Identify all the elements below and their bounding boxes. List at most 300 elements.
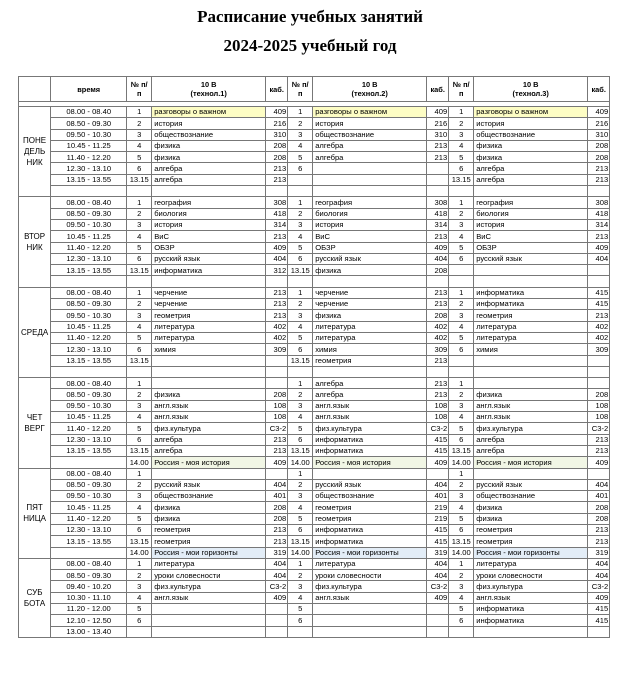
subject-cell (152, 378, 266, 389)
day-name: СРЕДА (19, 287, 51, 377)
room-cell: 418 (427, 208, 449, 219)
room-cell: 404 (266, 253, 288, 264)
subject-cell: русский язык (313, 253, 427, 264)
subject-cell: история (313, 219, 427, 230)
subject-cell: ВиС (313, 231, 427, 242)
room-cell: 409 (266, 457, 288, 468)
room-cell: 208 (266, 140, 288, 151)
subject-cell: алгебра (152, 174, 266, 185)
lesson-num: 5 (127, 332, 152, 343)
lesson-num: 4 (449, 140, 474, 151)
lesson-num: 6 (449, 344, 474, 355)
subject-cell (474, 265, 588, 276)
room-cell: 213 (588, 524, 610, 535)
room-cell (266, 626, 288, 637)
room-cell: 213 (266, 287, 288, 298)
time-cell (51, 366, 127, 377)
room-cell (266, 468, 288, 479)
schedule-body (19, 102, 610, 638)
subject-cell: Россия - мои горизонты (313, 547, 427, 558)
room-cell: С3-2 (427, 581, 449, 592)
subject-cell: физ.культура (152, 581, 266, 592)
room-cell: 219 (427, 513, 449, 524)
lesson-num: 2 (288, 389, 313, 400)
lesson-num: 2 (449, 118, 474, 129)
table-row (19, 378, 610, 389)
subject-cell (152, 366, 266, 377)
room-cell: 308 (266, 197, 288, 208)
lesson-num: 14.00 (288, 457, 313, 468)
room-cell: 208 (427, 265, 449, 276)
room-cell: 415 (427, 445, 449, 456)
lesson-num: 3 (127, 581, 152, 592)
lesson-num: 5 (288, 604, 313, 615)
time-cell: 13.00 - 13.40 (51, 626, 127, 637)
subject-cell: физика (313, 265, 427, 276)
lesson-num: 5 (127, 423, 152, 434)
lesson-num: 4 (288, 412, 313, 423)
subject-cell (474, 276, 588, 287)
room-cell: 213 (266, 310, 288, 321)
room-cell (266, 378, 288, 389)
lesson-num: 1 (288, 197, 313, 208)
lesson-num: 14.00 (449, 457, 474, 468)
room-cell: С3-2 (588, 423, 610, 434)
time-cell: 10.45 - 11.25 (51, 140, 127, 151)
subject-cell (152, 186, 266, 197)
day-name: СУБ БОТА (19, 558, 51, 637)
room-cell: 310 (266, 129, 288, 140)
time-cell: 11.40 - 12.20 (51, 332, 127, 343)
header-num: № п/п (288, 77, 313, 102)
room-cell (266, 366, 288, 377)
room-cell: 208 (266, 152, 288, 163)
subject-cell: биология (152, 208, 266, 219)
header-room: каб. (588, 77, 610, 102)
subject-cell: литература (152, 558, 266, 569)
subject-cell: обществознание (313, 129, 427, 140)
subject-cell: химия (152, 344, 266, 355)
subject-cell: физика (152, 502, 266, 513)
time-cell (51, 276, 127, 287)
room-cell: 213 (427, 231, 449, 242)
subject-cell: черчение (152, 299, 266, 310)
room-cell: 108 (427, 412, 449, 423)
room-cell: 213 (266, 231, 288, 242)
lesson-num: 1 (288, 107, 313, 118)
subject-cell (474, 468, 588, 479)
header-room: каб. (266, 77, 288, 102)
lesson-num: 5 (449, 604, 474, 615)
lesson-num (288, 366, 313, 377)
subject-cell (152, 276, 266, 287)
room-cell: 402 (427, 321, 449, 332)
lesson-num: 5 (127, 513, 152, 524)
room-cell (427, 468, 449, 479)
table-row (19, 174, 610, 185)
subject-cell: алгебра (313, 152, 427, 163)
table-row (19, 107, 610, 118)
room-cell: 213 (266, 163, 288, 174)
table-row (19, 332, 610, 343)
room-cell: 401 (427, 491, 449, 502)
time-cell: 10.45 - 11.25 (51, 231, 127, 242)
subject-cell: физ.культура (313, 581, 427, 592)
room-cell: 404 (266, 479, 288, 490)
lesson-num: 4 (288, 321, 313, 332)
room-cell: 404 (588, 253, 610, 264)
lesson-num: 3 (127, 491, 152, 502)
subject-cell: биология (313, 208, 427, 219)
lesson-num: 6 (449, 615, 474, 626)
lesson-num: 1 (127, 287, 152, 298)
room-cell: 409 (266, 242, 288, 253)
lesson-num: 1 (449, 197, 474, 208)
table-row (19, 287, 610, 298)
lesson-num (127, 186, 152, 197)
table-row (19, 197, 610, 208)
lesson-num: 3 (449, 129, 474, 140)
lesson-num: 1 (449, 468, 474, 479)
subject-cell (313, 163, 427, 174)
room-cell: 404 (588, 479, 610, 490)
room-cell: 402 (427, 332, 449, 343)
lesson-num: 4 (127, 502, 152, 513)
room-cell: 404 (266, 558, 288, 569)
lesson-num: 3 (449, 400, 474, 411)
room-cell: 213 (588, 445, 610, 456)
room-cell: 308 (427, 197, 449, 208)
lesson-num: 5 (288, 513, 313, 524)
subject-cell: география (152, 197, 266, 208)
table-row (19, 163, 610, 174)
day-name: ЧЕТ ВЕРГ (19, 378, 51, 468)
subject-cell: алгебра (313, 389, 427, 400)
room-cell: 309 (588, 344, 610, 355)
room-cell: 309 (427, 344, 449, 355)
lesson-num: 13.15 (127, 445, 152, 456)
lesson-num: 4 (127, 592, 152, 603)
time-cell: 09.50 - 10.30 (51, 219, 127, 230)
lesson-num: 6 (449, 524, 474, 535)
room-cell: 213 (427, 287, 449, 298)
lesson-num: 13.15 (449, 536, 474, 547)
room-cell (427, 626, 449, 637)
lesson-num: 2 (127, 389, 152, 400)
lesson-num: 2 (288, 479, 313, 490)
lesson-num: 6 (127, 524, 152, 535)
lesson-num: 3 (449, 310, 474, 321)
header-num: № п/п (449, 77, 474, 102)
subject-cell: физ.культура (474, 423, 588, 434)
lesson-num: 3 (288, 219, 313, 230)
room-cell: 108 (427, 400, 449, 411)
lesson-num: 1 (449, 378, 474, 389)
time-cell: 08.50 - 09.30 (51, 118, 127, 129)
room-cell: 213 (427, 378, 449, 389)
subject-cell (313, 186, 427, 197)
lesson-num: 2 (288, 208, 313, 219)
lesson-num: 4 (449, 412, 474, 423)
table-row (19, 389, 610, 400)
lesson-num: 5 (449, 152, 474, 163)
room-cell: 409 (588, 242, 610, 253)
room-cell (427, 615, 449, 626)
room-cell: 108 (266, 412, 288, 423)
lesson-num: 4 (288, 592, 313, 603)
room-cell: 401 (588, 491, 610, 502)
time-cell (51, 186, 127, 197)
subject-cell: алгебра (152, 163, 266, 174)
subject-cell: информатика (474, 299, 588, 310)
table-row (19, 513, 610, 524)
table-row (19, 152, 610, 163)
lesson-num: 3 (127, 219, 152, 230)
lesson-num: 6 (449, 253, 474, 264)
time-cell: 12.30 - 13.10 (51, 524, 127, 535)
room-cell: 314 (427, 219, 449, 230)
room-cell: 402 (266, 321, 288, 332)
subject-cell: ВиС (152, 231, 266, 242)
table-row (19, 626, 610, 637)
lesson-num: 5 (288, 152, 313, 163)
room-cell: 108 (588, 412, 610, 423)
time-cell: 11.40 - 12.20 (51, 242, 127, 253)
subject-cell: обществознание (152, 129, 266, 140)
subject-cell: физика (474, 140, 588, 151)
room-cell: 409 (588, 592, 610, 603)
lesson-num: 2 (449, 299, 474, 310)
room-cell: 409 (427, 592, 449, 603)
room-cell: 409 (266, 107, 288, 118)
subject-cell: англ.язык (313, 592, 427, 603)
room-cell: 404 (427, 253, 449, 264)
room-cell (266, 186, 288, 197)
time-cell: 10.30 - 11.10 (51, 592, 127, 603)
table-row (19, 400, 610, 411)
room-cell: 409 (588, 107, 610, 118)
room-cell: 208 (588, 502, 610, 513)
lesson-num (449, 265, 474, 276)
subject-cell: обществознание (152, 491, 266, 502)
time-cell: 08.50 - 09.30 (51, 299, 127, 310)
subject-cell: информатика (313, 536, 427, 547)
subject-cell: русский язык (152, 479, 266, 490)
subject-cell: Россия - моя история (152, 457, 266, 468)
room-cell: 208 (266, 502, 288, 513)
header-class-2: 10 В (технол.2) (313, 77, 427, 102)
room-cell: 418 (588, 208, 610, 219)
subject-cell: черчение (152, 287, 266, 298)
time-cell: 13.15 - 13.55 (51, 265, 127, 276)
subject-cell (152, 615, 266, 626)
room-cell: 308 (588, 197, 610, 208)
room-cell: 213 (266, 445, 288, 456)
time-cell: 11.20 - 12.00 (51, 604, 127, 615)
subject-cell: разговоры о важном (313, 107, 427, 118)
subject-cell: физ.культура (152, 423, 266, 434)
room-cell: 409 (266, 592, 288, 603)
time-cell: 11.40 - 12.20 (51, 513, 127, 524)
room-cell: 402 (266, 332, 288, 343)
table-row (19, 265, 610, 276)
subject-cell: геометрия (313, 355, 427, 366)
room-cell (588, 186, 610, 197)
room-cell: 213 (588, 536, 610, 547)
subject-cell: физика (152, 152, 266, 163)
room-cell: С3-2 (427, 423, 449, 434)
subject-cell: англ.язык (313, 412, 427, 423)
subject-cell: литература (474, 558, 588, 569)
subject-cell: информатика (474, 604, 588, 615)
table-row (19, 581, 610, 592)
lesson-num: 3 (288, 491, 313, 502)
lesson-num: 3 (127, 400, 152, 411)
schedule-table (18, 76, 610, 638)
table-row (19, 242, 610, 253)
subject-cell: Россия - моя история (313, 457, 427, 468)
room-cell: 314 (588, 219, 610, 230)
room-cell: 418 (266, 208, 288, 219)
lesson-num: 4 (449, 592, 474, 603)
room-cell: 409 (427, 242, 449, 253)
room-cell: 415 (427, 434, 449, 445)
subject-cell: ОБЗР (474, 242, 588, 253)
subject-cell (474, 355, 588, 366)
subject-cell: черчение (313, 287, 427, 298)
lesson-num (449, 366, 474, 377)
lesson-num: 6 (127, 253, 152, 264)
room-cell (266, 615, 288, 626)
lesson-num: 13.15 (288, 445, 313, 456)
subject-cell: алгебра (474, 445, 588, 456)
subject-cell: история (152, 219, 266, 230)
table-row (19, 524, 610, 535)
room-cell: 213 (588, 434, 610, 445)
subject-cell: история (152, 118, 266, 129)
table-row (19, 355, 610, 366)
subject-cell: русский язык (474, 479, 588, 490)
subject-cell: обществознание (313, 491, 427, 502)
subject-cell: геометрия (474, 536, 588, 547)
lesson-num: 14.00 (127, 457, 152, 468)
time-cell: 13.15 - 13.55 (51, 174, 127, 185)
subject-cell: физика (474, 389, 588, 400)
lesson-num (449, 355, 474, 366)
room-cell: 310 (427, 129, 449, 140)
subject-cell: геометрия (152, 524, 266, 535)
lesson-num: 5 (449, 332, 474, 343)
subject-cell: информатика (152, 265, 266, 276)
time-cell: 10.45 - 11.25 (51, 321, 127, 332)
lesson-num: 3 (288, 310, 313, 321)
table-row (19, 547, 610, 558)
lesson-num: 3 (288, 581, 313, 592)
lesson-num: 2 (127, 299, 152, 310)
room-cell: 219 (427, 502, 449, 513)
lesson-num: 1 (127, 197, 152, 208)
room-cell (588, 626, 610, 637)
time-cell: 12.30 - 13.10 (51, 253, 127, 264)
lesson-num: 1 (449, 107, 474, 118)
lesson-num: 2 (127, 479, 152, 490)
room-cell: 213 (427, 355, 449, 366)
lesson-num: 1 (288, 287, 313, 298)
subject-cell: физ.культура (474, 581, 588, 592)
lesson-num (288, 276, 313, 287)
subject-cell: литература (152, 332, 266, 343)
lesson-num: 2 (127, 118, 152, 129)
lesson-num: 6 (288, 615, 313, 626)
header-class-3: 10 В (технол.3) (474, 77, 588, 102)
lesson-num: 5 (127, 242, 152, 253)
lesson-num (127, 366, 152, 377)
lesson-num: 3 (288, 400, 313, 411)
table-row (19, 310, 610, 321)
lesson-num: 1 (127, 378, 152, 389)
lesson-num: 1 (127, 107, 152, 118)
lesson-num: 1 (127, 558, 152, 569)
subject-cell: англ.язык (152, 412, 266, 423)
lesson-num: 4 (127, 321, 152, 332)
room-cell: 213 (588, 174, 610, 185)
header-day (19, 77, 51, 102)
room-cell (427, 604, 449, 615)
table-row (19, 604, 610, 615)
lesson-num: 2 (449, 208, 474, 219)
subject-cell: англ.язык (313, 400, 427, 411)
lesson-num: 3 (449, 491, 474, 502)
lesson-num: 2 (449, 389, 474, 400)
time-cell: 08.00 - 08.40 (51, 107, 127, 118)
room-cell: 409 (588, 457, 610, 468)
room-cell: 415 (427, 524, 449, 535)
subject-cell: ОБЗР (152, 242, 266, 253)
lesson-num: 13.15 (449, 174, 474, 185)
room-cell: 404 (427, 479, 449, 490)
subject-cell: англ.язык (474, 400, 588, 411)
subject-cell: русский язык (152, 253, 266, 264)
subject-cell: алгебра (313, 140, 427, 151)
room-cell: 404 (588, 570, 610, 581)
lesson-num: 4 (288, 502, 313, 513)
room-cell (427, 366, 449, 377)
room-cell: С3-2 (266, 581, 288, 592)
header-row (19, 77, 610, 102)
lesson-num: 1 (288, 468, 313, 479)
lesson-num: 4 (449, 502, 474, 513)
subject-cell: информатика (474, 615, 588, 626)
lesson-num: 5 (449, 423, 474, 434)
lesson-num: 5 (449, 242, 474, 253)
lesson-num: 3 (288, 129, 313, 140)
subject-cell: информатика (313, 445, 427, 456)
subject-cell: англ.язык (152, 400, 266, 411)
room-cell: 213 (427, 140, 449, 151)
time-cell: 08.00 - 08.40 (51, 468, 127, 479)
time-cell: 08.00 - 08.40 (51, 197, 127, 208)
time-cell: 09.50 - 10.30 (51, 400, 127, 411)
room-cell: 404 (427, 558, 449, 569)
lesson-num: 1 (127, 468, 152, 479)
lesson-num (127, 276, 152, 287)
time-cell (51, 457, 127, 468)
lesson-num: 6 (127, 434, 152, 445)
table-row (19, 615, 610, 626)
table-row (19, 276, 610, 287)
subject-cell: геометрия (474, 310, 588, 321)
room-cell (266, 604, 288, 615)
